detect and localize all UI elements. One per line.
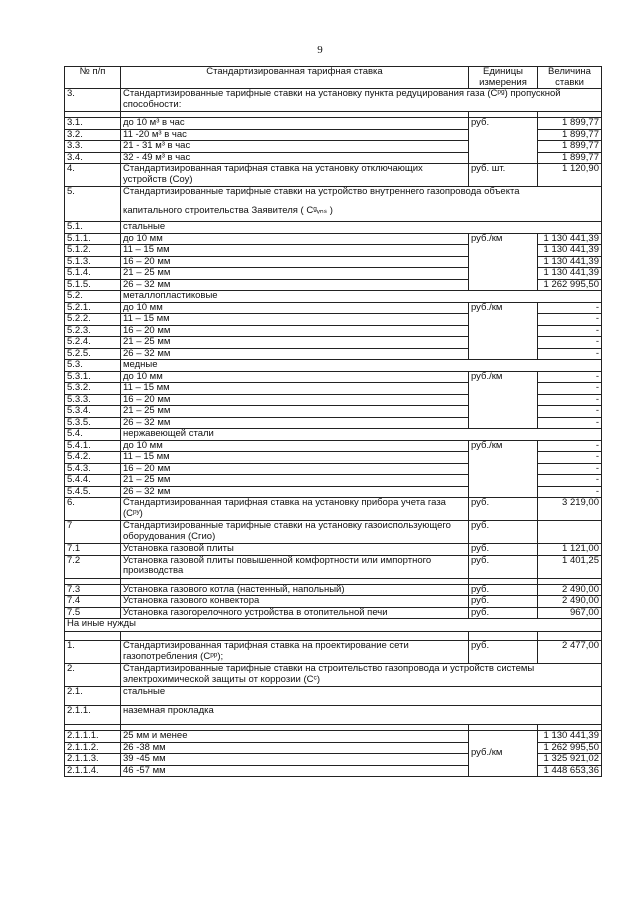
row-value: -: [538, 302, 602, 314]
row-unit: руб./км: [469, 233, 538, 291]
row-num: 5.2.3.: [65, 325, 121, 337]
row-text: Установка газовой плиты: [121, 544, 469, 556]
row-num: 5.4.5.: [65, 486, 121, 498]
row-value: -: [538, 314, 602, 326]
row-value: -: [538, 325, 602, 337]
row-unit: руб.: [469, 118, 538, 164]
row-value: -: [538, 383, 602, 395]
row-text: до 10 м³ в час: [121, 118, 469, 130]
row-value: -: [538, 394, 602, 406]
row-value: 1 899,77: [538, 129, 602, 141]
section-heading: На иные нужды: [65, 619, 602, 632]
row-num: 2.1.1.3.: [65, 754, 121, 766]
row-text: 21 – 25 мм: [121, 337, 469, 349]
table-row: [65, 233, 602, 245]
row-value: 1 899,77: [538, 141, 602, 153]
table-row: [65, 641, 602, 664]
row-num: 5.2.2.: [65, 314, 121, 326]
row-text: 26 – 32 мм: [121, 279, 469, 291]
table-row: [65, 429, 602, 441]
row-value: 1 121,00: [538, 544, 602, 556]
row-num: 2.1.1.2.: [65, 742, 121, 754]
row-value: -: [538, 486, 602, 498]
row-text: до 10 мм: [121, 440, 469, 452]
row-text: Стандартизированные тарифные ставки на установку газоиспользующего оборудования (Cгио): [121, 521, 469, 544]
row-num: 5.: [65, 187, 121, 222]
table-row: [65, 731, 602, 743]
row-unit: руб.: [469, 521, 538, 544]
row-value: [538, 521, 602, 544]
row-value: 1 448 653,36: [538, 765, 602, 777]
row-num: 7.2: [65, 555, 121, 578]
table-row: [65, 187, 602, 222]
row-num: 5.2.5.: [65, 348, 121, 360]
table-row: [65, 164, 602, 187]
row-unit: руб.: [469, 555, 538, 578]
row-num: 5.2.1.: [65, 302, 121, 314]
row-value: -: [538, 406, 602, 418]
row-num: 5.2.: [65, 291, 121, 303]
row-num: 7: [65, 521, 121, 544]
row-value: 2 490,00: [538, 584, 602, 596]
row-num: 2.1.1.4.: [65, 765, 121, 777]
row-num: 5.4.4.: [65, 475, 121, 487]
row-text: до 10 мм: [121, 233, 469, 245]
row-text: 11 -20 м³ в час: [121, 129, 469, 141]
table-row: [65, 596, 602, 608]
row-unit: руб./км: [469, 371, 538, 429]
row-text: Установка газового котла (настенный, напольный): [121, 584, 469, 596]
row-text: 26 – 32 мм: [121, 417, 469, 429]
row-value: 1 120,90: [538, 164, 602, 187]
row-num: 5.1.1.: [65, 233, 121, 245]
table-row: [65, 687, 602, 706]
row-value: 1 899,77: [538, 118, 602, 130]
row-text: 26 -38 мм: [121, 742, 469, 754]
row-value: 1 325 921,02: [538, 754, 602, 766]
row-num: 5.4.3.: [65, 463, 121, 475]
row-text: 21 – 25 мм: [121, 406, 469, 418]
row-text: до 10 мм: [121, 371, 469, 383]
row-unit: руб. шт.: [469, 164, 538, 187]
row-value: -: [538, 371, 602, 383]
row-value: 1 899,77: [538, 152, 602, 164]
row-text: 11 – 15 мм: [121, 383, 469, 395]
row-unit: руб.: [469, 641, 538, 664]
row-value: 2 477,00: [538, 641, 602, 664]
row-unit: руб.: [469, 607, 538, 619]
table-row: [65, 118, 602, 130]
row-text: 26 – 32 мм: [121, 486, 469, 498]
row-text: стальные: [121, 687, 602, 706]
row-value: -: [538, 440, 602, 452]
row-num: 2.1.1.1.: [65, 731, 121, 743]
row-text: капитального строительства Заявителя ( Cᵍᵥₙₛ ): [123, 204, 333, 216]
row-value: -: [538, 417, 602, 429]
row-text: Стандартизированная тарифная ставка на установку прибора учета газа (Cᵖʸ): [121, 498, 469, 521]
row-text: 25 мм и менее: [121, 731, 469, 743]
row-num: 3.3.: [65, 141, 121, 153]
row-text: 16 – 20 мм: [121, 463, 469, 475]
table-row: [65, 664, 602, 687]
row-text: 32 - 49 м³ в час: [121, 152, 469, 164]
table-row: [65, 521, 602, 544]
row-num: 5.3.: [65, 360, 121, 372]
row-text: Стандартизированные тарифные ставки на устройство внутреннего газопровода объекта: [123, 186, 520, 197]
row-num: 1.: [65, 641, 121, 664]
row-num: 3.1.: [65, 118, 121, 130]
row-value: 1 130 441,39: [538, 268, 602, 280]
row-text: Установка газогорелочного устройства в отопительной печи: [121, 607, 469, 619]
table-row: [65, 302, 602, 314]
row-num: 6.: [65, 498, 121, 521]
row-text: 21 – 25 мм: [121, 475, 469, 487]
row-num: 5.3.5.: [65, 417, 121, 429]
row-num: 5.3.1.: [65, 371, 121, 383]
header-value: Величина ставки: [538, 67, 602, 89]
row-text: 11 – 15 мм: [121, 245, 469, 257]
row-text: 11 – 15 мм: [121, 452, 469, 464]
row-unit: руб./км: [469, 731, 538, 777]
row-text: металлопластиковые: [121, 291, 602, 303]
row-num: 5.4.2.: [65, 452, 121, 464]
row-num: 7.5: [65, 607, 121, 619]
row-num: 7.1: [65, 544, 121, 556]
row-value: -: [538, 463, 602, 475]
row-num: 7.4: [65, 596, 121, 608]
row-text: Стандартизированная тарифная ставка на проектирование сети газопотребления (Cᵖᵖ);: [121, 641, 469, 664]
row-num: 3.: [65, 89, 121, 112]
table-row: [65, 555, 602, 578]
table-row: [65, 584, 602, 596]
row-num: 5.1.3.: [65, 256, 121, 268]
row-text: Установка газовой плиты повышенной комфортности или импортного производства: [121, 555, 469, 578]
row-text: 26 – 32 мм: [121, 348, 469, 360]
row-text: стальные: [121, 222, 602, 234]
row-text: Установка газового конвектора: [121, 596, 469, 608]
row-num: 2.1.: [65, 687, 121, 706]
row-text: 16 – 20 мм: [121, 325, 469, 337]
table-row: [65, 360, 602, 372]
row-num: 5.1.4.: [65, 268, 121, 280]
row-value: 3 219,00: [538, 498, 602, 521]
row-text: 16 – 20 мм: [121, 394, 469, 406]
row-num: 5.2.4.: [65, 337, 121, 349]
row-num: 5.1.5.: [65, 279, 121, 291]
row-num: 2.1.1.: [65, 706, 121, 725]
row-num: 3.4.: [65, 152, 121, 164]
row-text: 21 – 25 мм: [121, 268, 469, 280]
row-value: 1 262 995,50: [538, 742, 602, 754]
row-num: 5.3.3.: [65, 394, 121, 406]
row-text: до 10 мм: [121, 302, 469, 314]
row-text: Стандартизированные тарифные ставки на установку пункта редуцирования газа (Cᵖᵍ) пропускной способности:: [121, 89, 602, 112]
row-value: 1 401,25: [538, 555, 602, 578]
row-value: -: [538, 475, 602, 487]
row-text: 39 -45 мм: [121, 754, 469, 766]
table-row: [65, 498, 602, 521]
table-row: [65, 706, 602, 725]
row-value: 2 490,00: [538, 596, 602, 608]
row-num: 5.1.: [65, 222, 121, 234]
row-value: -: [538, 337, 602, 349]
row-unit: руб.: [469, 544, 538, 556]
row-unit: руб.: [469, 596, 538, 608]
row-num: 5.1.2.: [65, 245, 121, 257]
row-unit: руб.: [469, 498, 538, 521]
row-text: медные: [121, 360, 602, 372]
row-text: 16 – 20 мм: [121, 256, 469, 268]
header-num: № п/п: [65, 67, 121, 89]
row-text: Стандартизированная тарифная ставка на установку отключающих устройств (Cоу): [121, 164, 469, 187]
row-num: 3.2.: [65, 129, 121, 141]
row-value: 967,00: [538, 607, 602, 619]
table-row: [65, 371, 602, 383]
table-row: [65, 291, 602, 303]
table-row: [65, 89, 602, 112]
row-value: 1 130 441,39: [538, 256, 602, 268]
row-text: 11 – 15 мм: [121, 314, 469, 326]
row-value: 1 262 995,50: [538, 279, 602, 291]
tariff-table: [64, 66, 602, 777]
row-unit: руб./км: [469, 440, 538, 498]
row-text: 21 - 31 м³ в час: [121, 141, 469, 153]
header-unit: Единицы измерения: [469, 67, 538, 89]
table-row: [65, 619, 602, 632]
row-text: 46 -57 мм: [121, 765, 469, 777]
row-value: -: [538, 348, 602, 360]
row-num: 5.4.: [65, 429, 121, 441]
row-text: наземная прокладка: [121, 706, 602, 725]
table-row: [65, 607, 602, 619]
table-row: [65, 544, 602, 556]
table-row: [65, 222, 602, 234]
row-num: 5.3.4.: [65, 406, 121, 418]
page-number: 9: [317, 44, 323, 56]
table-header-row: [65, 67, 602, 89]
row-text: Стандартизированные тарифные ставки на строительство газопровода и устройств системы электрохимической защиты от коррозии (Cᶜ): [121, 664, 602, 687]
row-num: 5.3.2.: [65, 383, 121, 395]
header-rate: Стандартизированная тарифная ставка: [121, 67, 469, 89]
table-row: [65, 440, 602, 452]
row-value: 1 130 441,39: [538, 245, 602, 257]
row-num: 7.3: [65, 584, 121, 596]
row-unit: руб.: [469, 584, 538, 596]
row-text: нержавеющей стали: [121, 429, 602, 441]
row-value: 1 130 441,39: [538, 233, 602, 245]
row-num: 4.: [65, 164, 121, 187]
row-unit: руб./км: [469, 302, 538, 360]
row-num: 2.: [65, 664, 121, 687]
row-value: 1 130 441,39: [538, 731, 602, 743]
table-row: [65, 632, 602, 641]
row-num: 5.4.1.: [65, 440, 121, 452]
row-value: -: [538, 452, 602, 464]
